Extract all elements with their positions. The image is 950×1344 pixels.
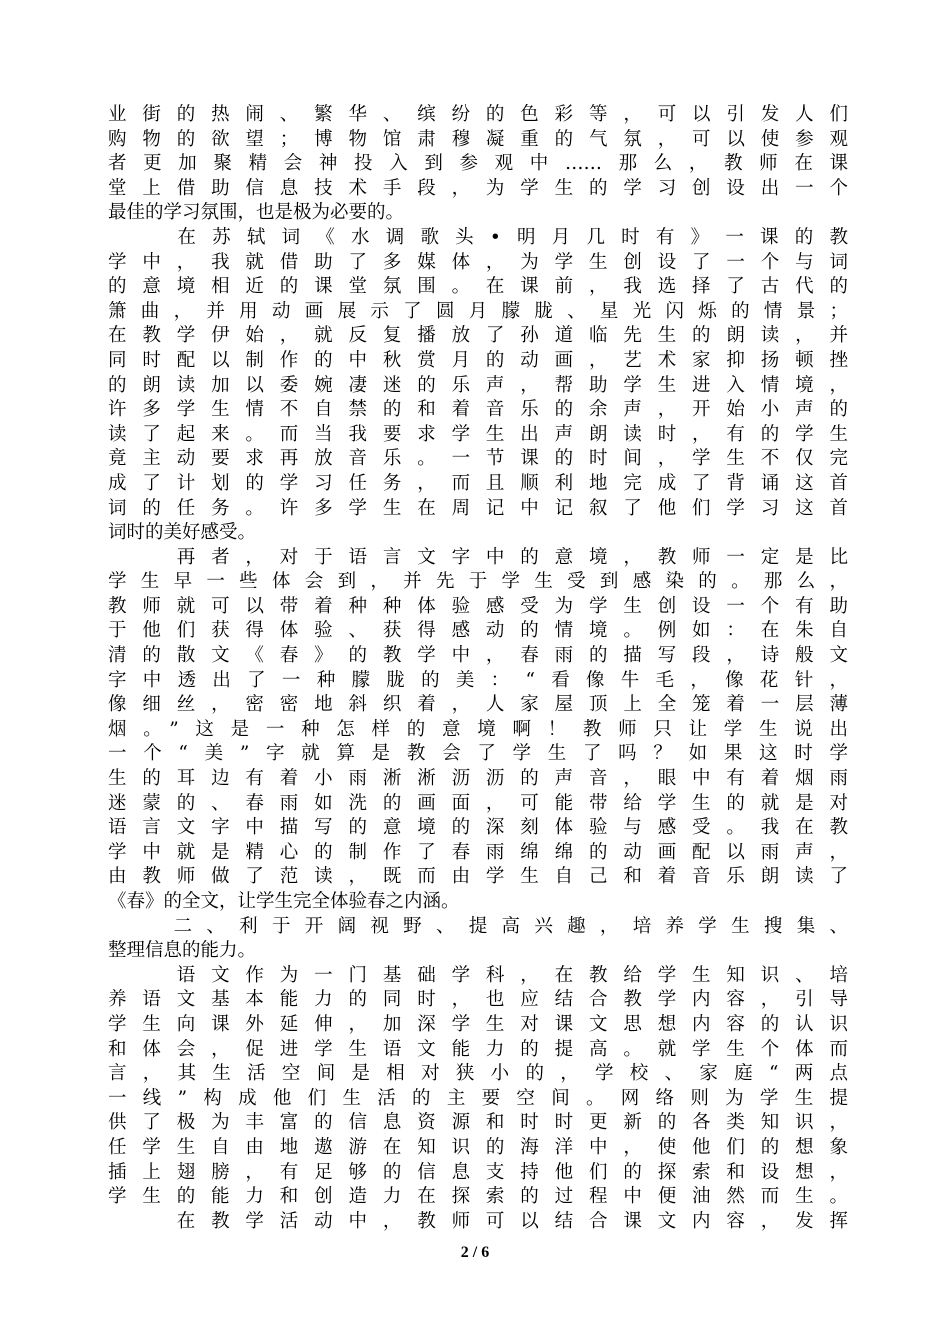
text-line: 在教学活动中，教师可以结合课文内容，发挥 [108,1210,848,1232]
text-line: 的意境相近的课堂氛围。在课前，我选择了古代的 [108,276,848,298]
text-line: 《春》的全文，让学生完全体验春之内涵。 [108,891,460,912]
text-line: 箫曲，并用动画展示了圆月朦胧、星光闪烁的情景； [108,300,848,322]
text-line: 清的散文《春》的教学中，春雨的描写段，诗般文 [108,645,848,667]
text-line: 供了极为丰富的信息资源和时时更新的各类知识， [108,1112,848,1134]
text-line: 迷蒙的、春雨如洗的画面，可能带给学生的就是对 [108,792,848,814]
text-line: 一个“美”字就算是教会了学生了吗？如果这时学 [108,743,848,765]
body-text [108,103,848,1234]
text-line: 许多学生情不自禁的和着音乐的余声，开始小声的 [108,399,848,421]
text-line: 言，其生活空间是相对狭小的，学校、家庭“两点 [108,1063,848,1085]
text-line: 学生的能力和创造力在探索的过程中便油然而生。 [108,1186,848,1208]
text-line: 词的任务。许多学生在周记中记叙了他们学习这首 [108,497,848,519]
text-line: 字中透出了一种朦胧的美：“看像牛毛，像花针， [108,669,848,691]
text-line: 竟主动要求再放音乐。一节课的时间，学生不仅完 [108,448,848,470]
text-line: 学中就是精心的制作了春雨绵绵的动画配以雨声， [108,841,848,863]
text-line: 词时的美好感受。 [108,522,257,544]
text-line: 于他们获得体验、获得感动的情境。例如：在朱自 [108,620,848,642]
text-line: 学中，我就借助了多媒体，为学生创设了一个与词 [108,251,848,273]
text-line: 烟。”这是一种怎样的意境啊！教师只让学生说出 [108,718,848,740]
text-line: 同时配以制作的中秋赏月的动画，艺术家抑扬顿挫 [108,349,848,371]
text-line: 插上翅膀，有足够的信息支持他们的探索和设想， [108,1161,848,1183]
text-line: 者更加聚精会神投入到参观中……那么，教师在课 [108,153,848,175]
text-line: 再者，对于语言文字中的意境，教师一定是比 [108,546,848,568]
text-line: 和体会，促进学生语文能力的提高。就学生个体而 [108,1038,848,1060]
text-line: 语文作为一门基础学科，在教给学生知识、培 [108,964,848,986]
text-line: 生的耳边有着小雨淅淅沥沥的声音，眼中有着烟雨 [108,768,848,790]
text-line: 任学生自由地遨游在知识的海洋中，使他们的想象 [108,1136,848,1158]
text-line: 在苏轼词《水调歌头•明月几时有》一课的教 [108,226,848,248]
text-line: 教师就可以带着种种体验感受为学生创设一个有助 [108,595,848,617]
page-number: 2 / 6 [460,1244,490,1261]
text-line: 学生向课外延伸，加深学生对课文思想内容的认识 [108,1013,848,1035]
text-line: 二、利于开阔视野、提高兴趣，培养学生搜集、 [108,915,848,937]
text-line: 购物的欲望；博物馆肃穆凝重的气氛，可以使参观 [108,128,848,150]
text-line: 语言文字中描写的意境的深刻体验与感受。我在教 [108,817,848,839]
text-line: 像细丝，密密地斜织着，人家屋顶上全笼着一层薄 [108,694,848,716]
text-line: 一线”构成他们生活的主要空间。网络则为学生提 [108,1087,848,1109]
text-line: 学生早一些体会到，并先于学生受到感染的。那么， [108,571,848,593]
text-line: 由教师做了范读，既而由学生自己和着音乐朗读了 [108,866,848,888]
text-line: 业街的热闹、繁华、缤纷的色彩等，可以引发人们 [108,104,848,125]
text-line: 成了计划的学习任务，而且顺利地完成了背诵这首 [108,472,848,494]
text-line: 堂上借助信息技术手段，为学生的学习创设出一个 [108,177,848,199]
text-line: 整理信息的能力。 [108,940,257,962]
text-line: 的朗读加以委婉凄迷的乐声，帮助学生进入情境， [108,374,848,396]
text-line: 养语文基本能力的同时，也应结合教学内容，引导 [108,989,848,1011]
text-line: 在教学伊始，就反复播放了孙道临先生的朗读，并 [108,325,848,347]
text-line: 最佳的学习氛围，也是极为必要的。 [108,202,405,224]
text-line: 读了起来。而当我要求学生出声朗读时，有的学生 [108,423,848,445]
